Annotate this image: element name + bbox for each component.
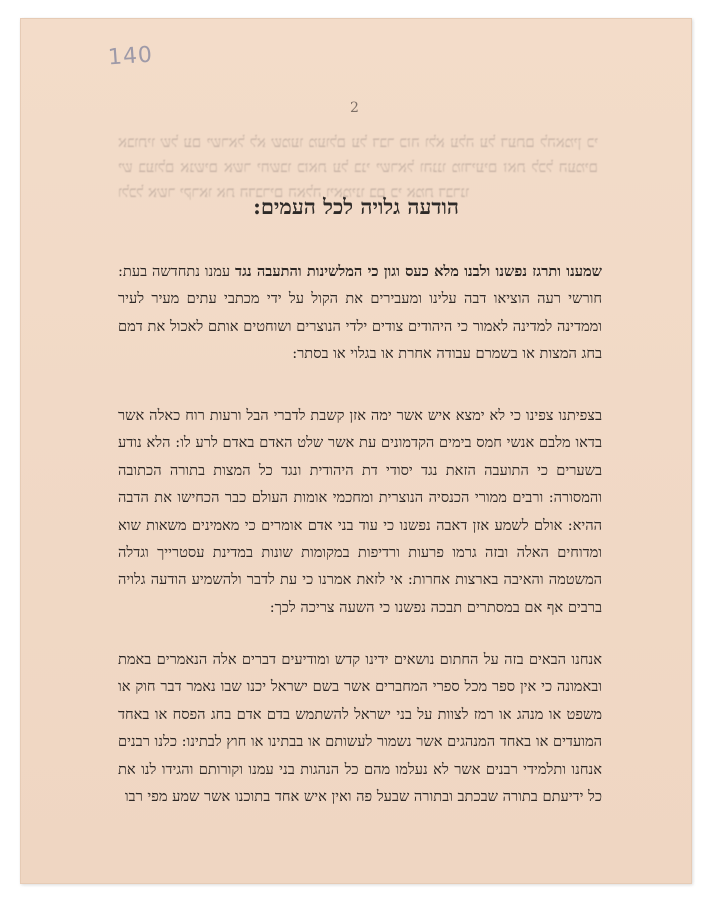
handwritten-page-note: 140 — [107, 42, 154, 71]
paragraph-1-text: עמנו נתחדשה בעת: חורשי רעה הוציאו דבה עלינו ומעבירים את הקול על ידי מכתבי עתים מעיר לעיר וממדינה למדינה לאמור כי היהודים צודים ילדי הנוצרים ושוחטים אותם לאכול את דמם בחג המצות או בשמרם עבודה אחרת או בגלוי או בסתר: — [118, 263, 602, 363]
document-page — [20, 18, 692, 884]
bleed-through-text: אבותיו של עם ישראל לא שמעו מעולם על דבר כזה ולא עלה על דעתם להאמין כי יש בעולם אנשים אשר יחשבו כזאת על בני ישראל והננו מודיעים זאת לכל העמים ולכל אשר יקראו את הדברים האלה ויאמינו בם כי אמת דברנו — [118, 133, 598, 201]
paragraph-2-text: בצפיתנו צפינו כי לא ימצא איש אשר ימה אזן קשבת לדברי הבל ורעות רוח כאלה אשר בדאו מלבם אנשי חמס בימים הקדמונים עת אשר שלט האדם באדם לרע לו: הלא נודע בשערים כי התועבה הזאת נגד יסודי דת היהודית ונגד כל המצות בתורה הכתובה והמסורה: ורבים ממורי הכנסיה הנוצרית ומחכמי אומות העולם כבר הכחישו את הדבה ההיא: אולם לשמע אזן דאבה נפשנו כי עוד בני אדם אומרים כי מאמינים משאות שוא ומדוחים האלה ובזה גרמו פרעות ורדיפות במקומות שונות במדינת עסטרייך וגדלה המשטמה והאיבה בארצות אחרות: אי לזאת אמרנו כי עת לדבר ולהשמיע הודעה גלויה ברבים אף אם במסתרים תבכה נפשנו כי השעה צריכה לכך: — [118, 407, 602, 616]
paragraph-1 — [118, 258, 602, 368]
paragraph-3 — [118, 646, 602, 810]
page-number: 2 — [350, 100, 359, 116]
paragraph-1-lead: שמענו ותרגז נפשנו ולבנו מלא כעס וגון כי המלשינות והתעבה נגד — [235, 263, 602, 280]
paragraph-2 — [118, 402, 602, 621]
document-title: הודעה גלויה לכל העמים: — [253, 194, 459, 219]
paragraph-3-text: אנחנו הבאים בזה על החתום נושאים ידינו קדש ומודיעים דברים אלה הנאמרים באמת ובאמונה כי אין ספר מכל ספרי המחברים אשר בשם ישראל יכנו שבו נאמר דבר חוק או משפט או מנהג או רמז לצוות על בני ישראל להשתמש בדם אדם בחג הפסח או באחד המועדים או באחד המנהגים אשר נשמור לעשותם או בבתינו או חוץ לבתינו: כלנו רבנים אנחנו ותלמידי רבנים אשר לא נעלמו מהם כל הנהגות בני עמנו וקורותם והגידו לנו את כל ידיעתם בתורה שבכתב ובתורה שבעל פה ואין איש אחד בתוכנו אשר שמע מפי רבו — [118, 651, 602, 806]
